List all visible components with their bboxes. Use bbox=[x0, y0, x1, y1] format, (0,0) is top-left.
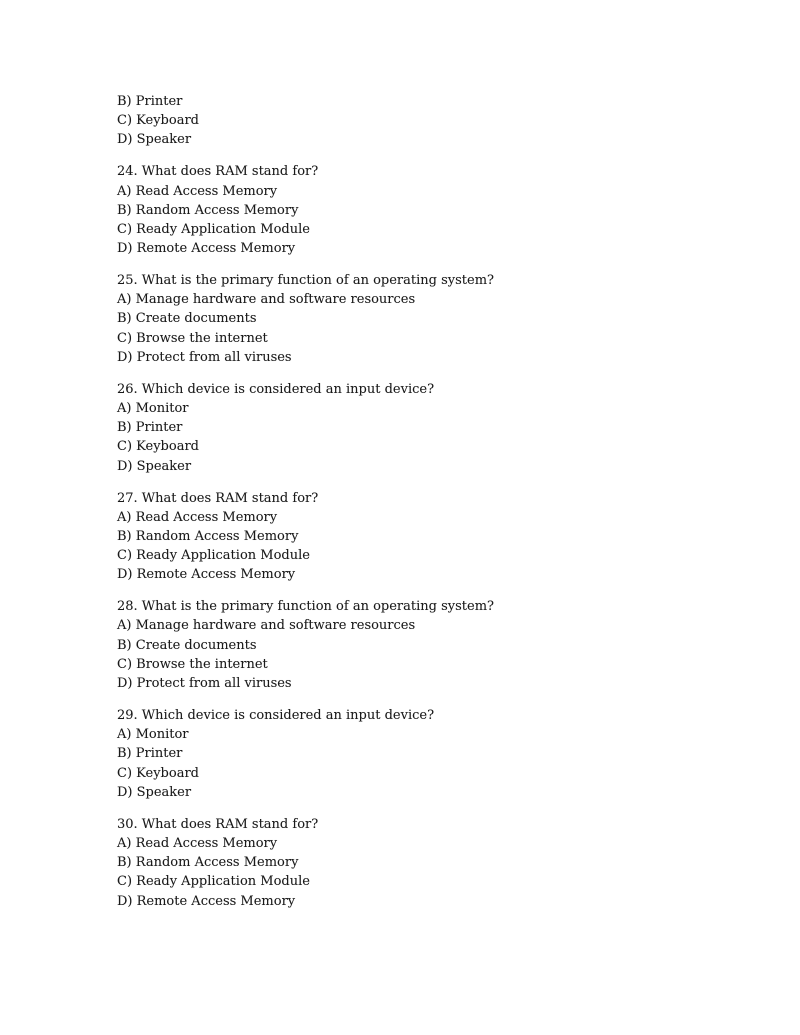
option-d: D) Remote Access Memory bbox=[117, 241, 296, 257]
option-d: D) Protect from all viruses bbox=[117, 349, 292, 365]
option-a: A) Manage hardware and software resources bbox=[117, 618, 416, 634]
option-d: D) Remote Access Memory bbox=[117, 893, 296, 909]
option-a: A) Read Access Memory bbox=[117, 835, 278, 851]
option-c: C) Ready Application Module bbox=[117, 221, 310, 237]
option-c: C) Keyboard bbox=[117, 765, 199, 781]
question-text: 26. Which device is considered an input device? bbox=[117, 381, 435, 397]
option-a: A) Manage hardware and software resources bbox=[117, 292, 416, 308]
option-b: B) Random Access Memory bbox=[117, 855, 299, 871]
option-b: B) Random Access Memory bbox=[117, 202, 299, 218]
option-c: C) Ready Application Module bbox=[117, 548, 310, 564]
option-c: C) Browse the internet bbox=[117, 656, 268, 672]
option-d: D) Speaker bbox=[117, 132, 192, 148]
question-text: 25. What is the primary function of an operating system? bbox=[117, 273, 494, 289]
option-d: D) Speaker bbox=[117, 458, 192, 474]
question-25 bbox=[117, 271, 737, 367]
option-d: D) Protect from all viruses bbox=[117, 676, 292, 692]
question-30 bbox=[117, 815, 737, 911]
option-b: B) Printer bbox=[117, 746, 183, 762]
question-text: 24. What does RAM stand for? bbox=[117, 164, 319, 180]
option-b: B) Create documents bbox=[117, 311, 257, 327]
option-a: A) Read Access Memory bbox=[117, 183, 278, 199]
option-d: D) Remote Access Memory bbox=[117, 567, 296, 583]
option-b: B) Random Access Memory bbox=[117, 528, 299, 544]
question-text: 27. What does RAM stand for? bbox=[117, 490, 319, 506]
option-b: B) Printer bbox=[117, 420, 183, 436]
option-c: C) Ready Application Module bbox=[117, 874, 310, 890]
question-24 bbox=[117, 162, 737, 258]
document-page bbox=[117, 92, 737, 924]
option-b: B) Printer bbox=[117, 94, 183, 109]
option-a: A) Monitor bbox=[117, 727, 189, 743]
option-c: C) Keyboard bbox=[117, 439, 199, 455]
question-text: 29. Which device is considered an input device? bbox=[117, 708, 435, 724]
option-b: B) Create documents bbox=[117, 637, 257, 653]
option-c: C) Browse the internet bbox=[117, 330, 268, 346]
question-26 bbox=[117, 380, 737, 476]
question-text: 28. What is the primary function of an operating system? bbox=[117, 599, 494, 615]
question-27 bbox=[117, 489, 737, 585]
option-d: D) Speaker bbox=[117, 784, 192, 800]
question-29 bbox=[117, 706, 737, 802]
question-continuation bbox=[117, 92, 737, 150]
option-c: C) Keyboard bbox=[117, 113, 199, 129]
option-a: A) Read Access Memory bbox=[117, 509, 278, 525]
question-text: 30. What does RAM stand for? bbox=[117, 816, 319, 832]
option-a: A) Monitor bbox=[117, 401, 189, 417]
question-28 bbox=[117, 597, 737, 693]
